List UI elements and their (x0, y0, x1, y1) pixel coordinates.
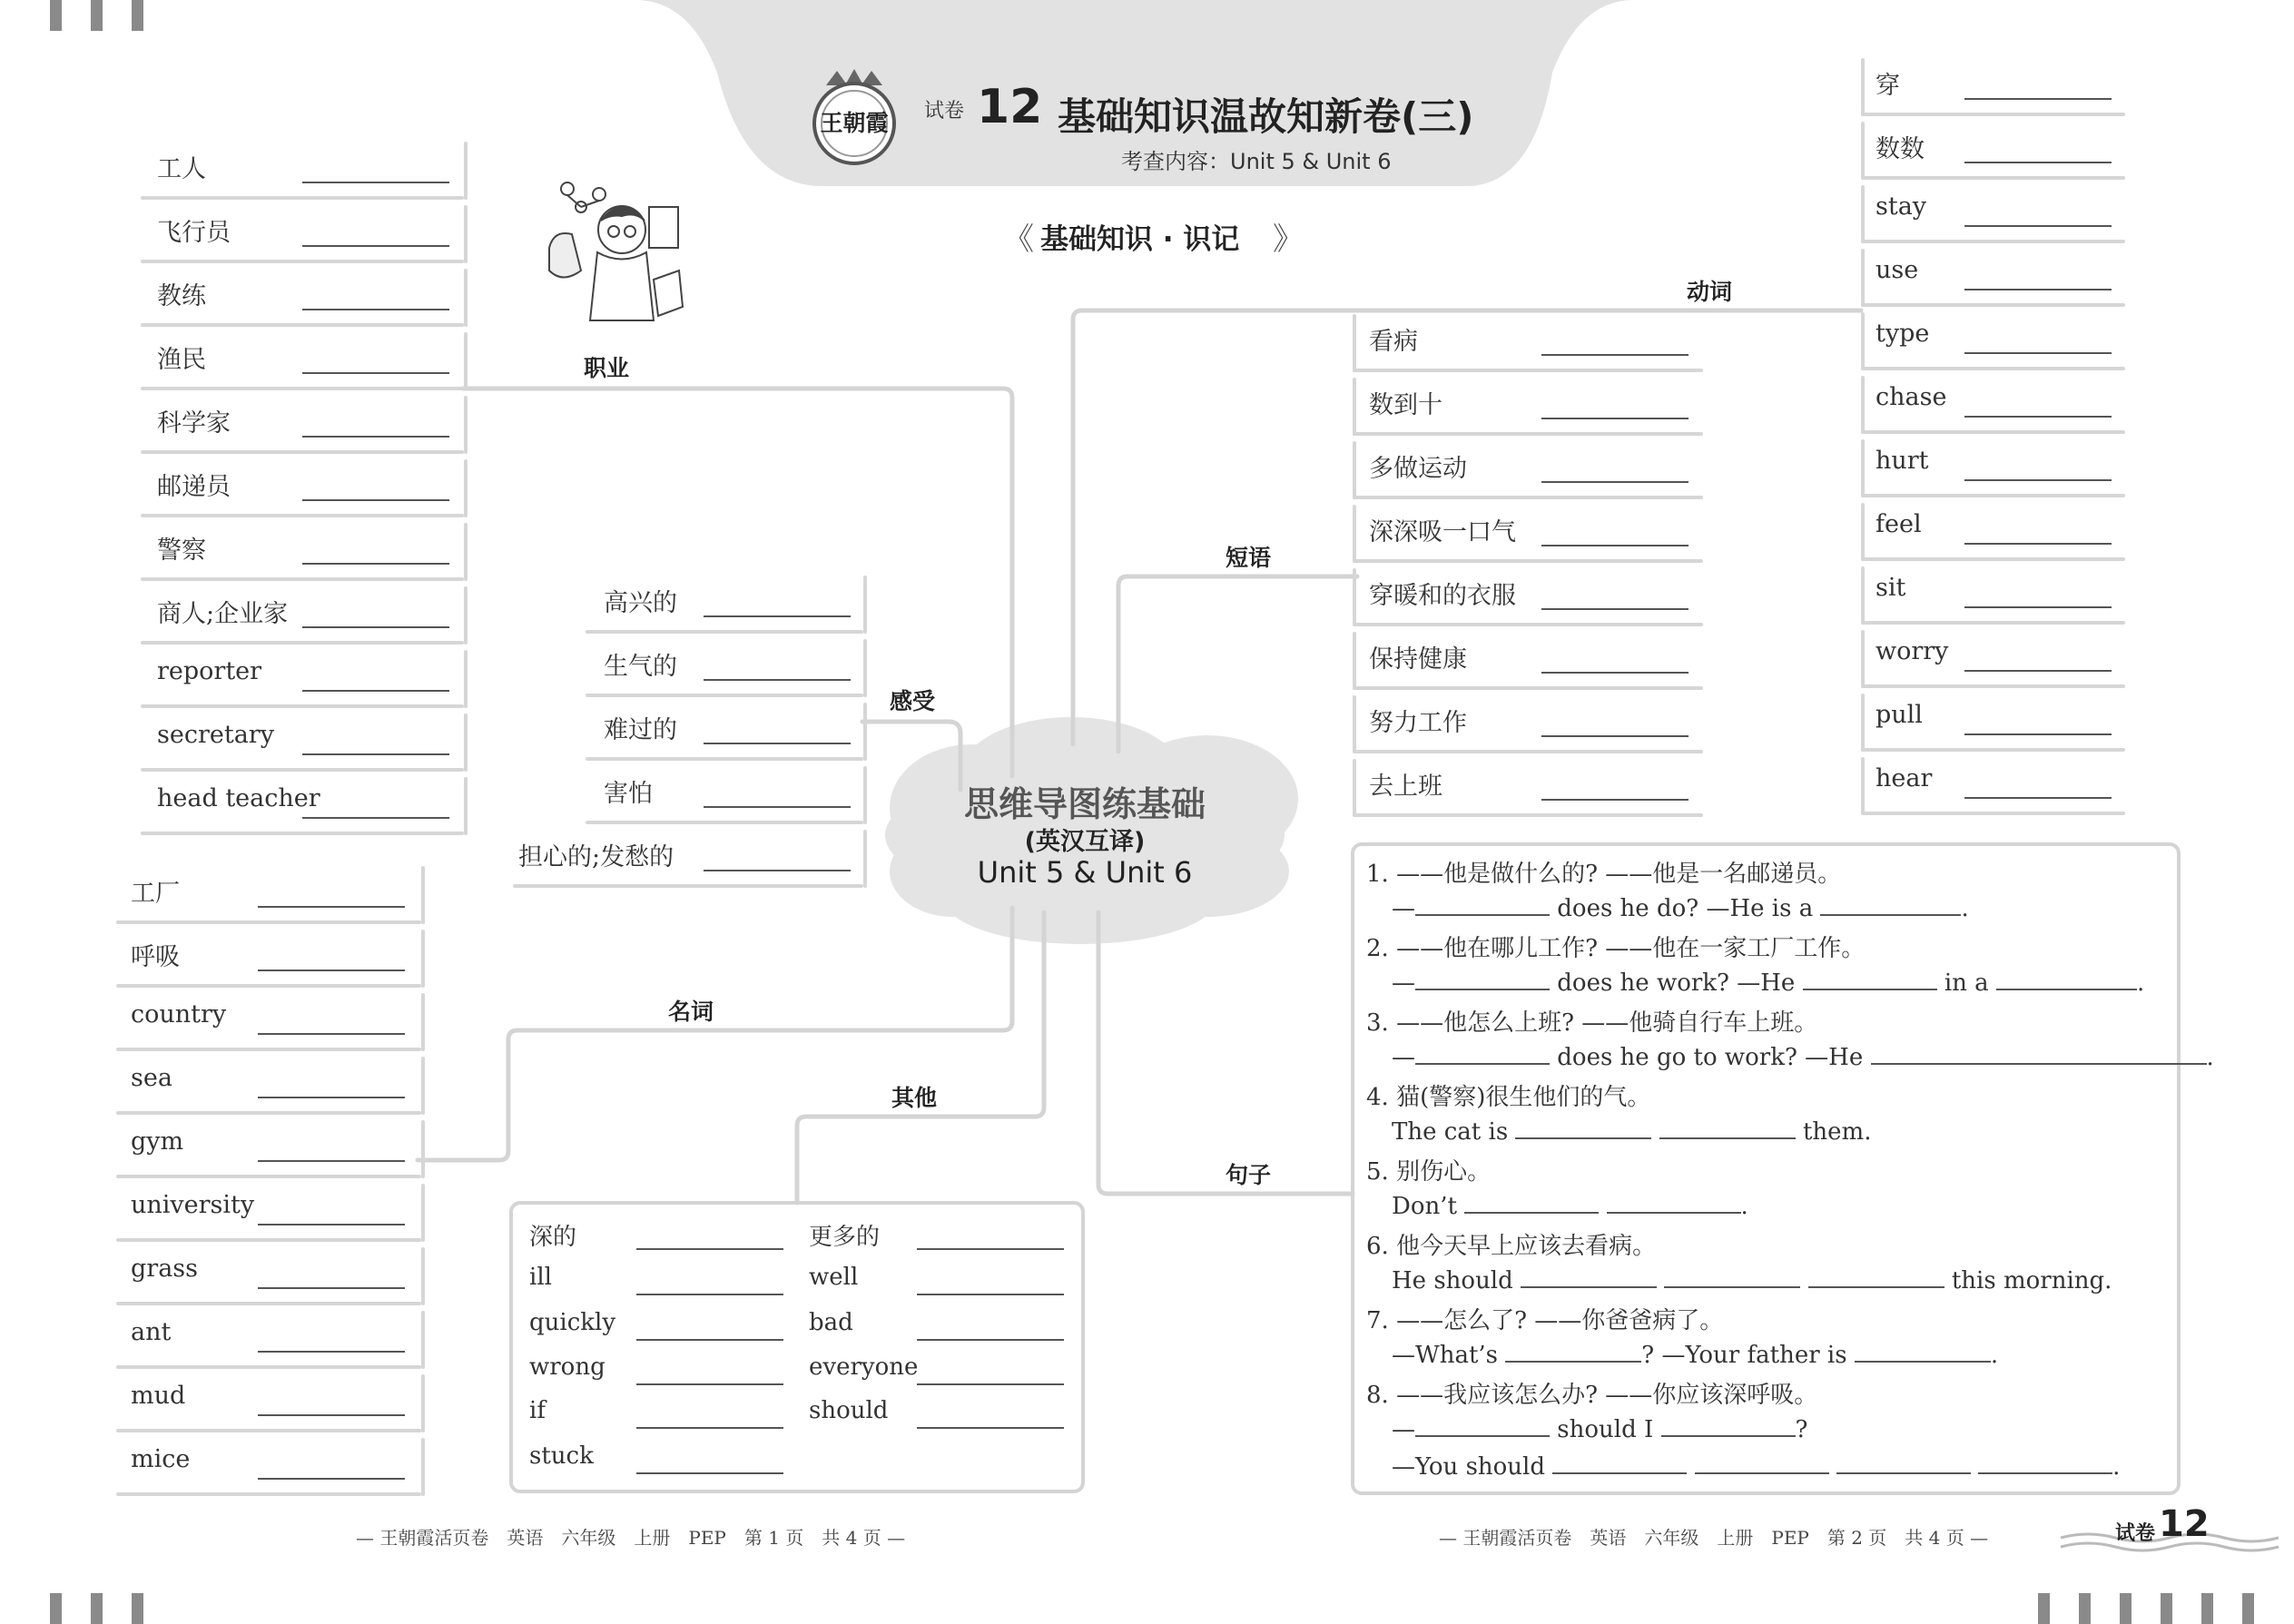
list-item (504, 761, 867, 824)
answer-blank[interactable] (1964, 289, 2112, 290)
item-label: 担心的;发愁的 (518, 843, 674, 871)
scientist-illustration (527, 180, 685, 323)
sentence-en: —What’s ? —Your father is . (1392, 1339, 1998, 1369)
item-label: pull (1876, 701, 1923, 729)
list-item (141, 327, 468, 390)
answer-blank[interactable] (1836, 1451, 1971, 1474)
answer-blank[interactable] (704, 679, 851, 681)
list-item (1861, 434, 2129, 497)
list-item (116, 1178, 425, 1242)
answer-blank[interactable] (302, 436, 449, 438)
item-label: ant (131, 1318, 172, 1346)
answer-blank[interactable] (1964, 225, 2112, 227)
item-label: 深的 (529, 1224, 577, 1251)
list-item (1861, 370, 2129, 434)
item-label: 穿 (1876, 72, 1900, 100)
answer-blank[interactable] (258, 1097, 405, 1098)
list-item (1353, 563, 1707, 626)
verbs-list (1861, 53, 2129, 824)
item-label: stuck (529, 1442, 594, 1470)
list-item (116, 988, 425, 1051)
list-item (1861, 561, 2129, 625)
item-label: 去上班 (1369, 773, 1442, 801)
answer-blank[interactable] (1803, 967, 1937, 990)
list-item (1353, 309, 1707, 372)
answer-blank[interactable] (1964, 543, 2112, 545)
item-label: sea (131, 1064, 172, 1092)
answer-blank[interactable] (302, 499, 449, 501)
list-item (116, 1432, 425, 1496)
list-item (116, 1051, 425, 1115)
item-label: everyone (809, 1353, 919, 1381)
item-label: hurt (1876, 447, 1929, 475)
sentence-en: He should this morning. (1392, 1265, 2112, 1294)
answer-blank[interactable] (1541, 735, 1689, 737)
item-label: 工人 (157, 155, 206, 183)
list-item (141, 136, 468, 200)
item-label: grass (131, 1255, 198, 1283)
phrases-list (1353, 309, 1707, 817)
list-item (1861, 752, 2129, 815)
answer-blank[interactable] (1541, 545, 1689, 546)
others-box (511, 1203, 1083, 1491)
answer-blank[interactable] (1659, 1116, 1796, 1139)
answer-blank[interactable] (302, 690, 449, 692)
corner-mark (2079, 1593, 2091, 1624)
sentence-cn: 2. ——他在哪儿工作? ——他在一家工厂工作。 (1366, 935, 1866, 962)
answer-blank[interactable] (1820, 892, 1961, 916)
item-label: 警察 (157, 536, 206, 565)
list-item (1353, 753, 1707, 817)
item-label: secretary (157, 721, 274, 749)
item-label: mud (131, 1382, 186, 1410)
branch-label-nouns: 名词 (668, 999, 714, 1025)
item-label: university (131, 1191, 255, 1219)
item-label: 看病 (1369, 328, 1418, 356)
answer-blank[interactable] (302, 817, 449, 819)
item-label: well (809, 1264, 859, 1291)
list-item (141, 645, 468, 708)
occupation-list (141, 136, 468, 844)
item-label: 工厂 (131, 880, 180, 908)
item-label: 高兴的 (604, 589, 677, 617)
item-label: 数数 (1876, 135, 1925, 163)
list-item (1861, 307, 2129, 370)
item-label: 教练 (157, 282, 206, 310)
corner-mark (2120, 1593, 2132, 1624)
answer-blank[interactable] (258, 1033, 405, 1035)
item-label: 多做运动 (1369, 455, 1467, 483)
list-item (141, 517, 468, 581)
item-label: chase (1876, 383, 1947, 411)
list-item (141, 454, 468, 517)
answer-blank[interactable] (1964, 416, 2112, 418)
center-title: 思维导图练基础 (963, 784, 1206, 824)
sentence-en: Don’t . (1392, 1190, 1748, 1220)
item-label: gym (131, 1127, 184, 1156)
answer-blank[interactable] (1552, 1451, 1687, 1474)
item-label: 难过的 (604, 716, 677, 744)
item-label: type (1876, 320, 1930, 348)
list-item (141, 581, 468, 645)
list-item (1861, 116, 2129, 180)
answer-blank[interactable] (636, 1472, 783, 1474)
corner-mark (50, 1593, 62, 1624)
answer-blank[interactable] (1415, 1413, 1550, 1437)
sentence-en: —You should . (1392, 1451, 2120, 1481)
list-item (116, 1369, 425, 1432)
branch-label-phrases: 短语 (1226, 545, 1272, 571)
list-item (116, 861, 425, 924)
answer-blank[interactable] (1871, 1041, 2207, 1065)
item-label: 飞行员 (157, 219, 231, 247)
list-item (116, 1305, 425, 1369)
answer-blank[interactable] (258, 1160, 405, 1162)
answer-blank[interactable] (917, 1427, 1064, 1429)
answer-blank[interactable] (1964, 479, 2112, 481)
corner-mark (2201, 1593, 2213, 1624)
footer-left: — 王朝霞活页卷 英语 六年级 上册 PEP 第 1 页 共 4 页 — (356, 1527, 906, 1549)
branch-label-others: 其他 (891, 1085, 938, 1111)
item-label: worry (1876, 637, 1949, 665)
list-item (504, 634, 867, 697)
footer-badge-label: 试卷 (2115, 1522, 2156, 1545)
answer-blank[interactable] (1996, 967, 2137, 990)
answer-blank[interactable] (704, 870, 851, 871)
answer-blank[interactable] (1964, 162, 2112, 163)
sentences-box (1366, 853, 2214, 1489)
item-label: if (529, 1397, 546, 1424)
corner-mark (132, 1593, 143, 1624)
item-label: 呼吸 (131, 943, 180, 971)
list-item (504, 570, 867, 634)
item-label: hear (1876, 764, 1933, 792)
item-label: quickly (529, 1309, 616, 1336)
list-item (1353, 626, 1707, 690)
list-item (1861, 625, 2129, 688)
list-item (1861, 53, 2129, 116)
item-label: country (131, 1000, 227, 1029)
publisher-logo (808, 65, 901, 167)
list-item (116, 924, 425, 988)
list-item (116, 1242, 425, 1305)
page-subtitle: 考查内容：Unit 5 & Unit 6 (1121, 149, 1392, 174)
sentence-cn: 6. 他今天早上应该去看病。 (1366, 1233, 1657, 1260)
sentence-en: — does he do? —He is a . (1392, 892, 1969, 922)
item-label: wrong (529, 1353, 605, 1381)
sentence-cn: 4. 猫(警察)很生他们的气。 (1366, 1084, 1651, 1111)
item-label: should (809, 1397, 889, 1424)
center-subtitle: (英汉互译) (1024, 828, 1146, 856)
page-title: 基础知识温故知新卷(三) (1058, 94, 1474, 139)
answer-blank[interactable] (1541, 481, 1689, 483)
answer-blank[interactable] (258, 1224, 405, 1225)
list-item (141, 708, 468, 772)
answer-blank[interactable] (1541, 418, 1689, 419)
answer-blank[interactable] (704, 615, 851, 617)
list-item (141, 200, 468, 263)
answer-blank[interactable] (302, 372, 449, 374)
list-item (1861, 243, 2129, 307)
logo-text: 王朝霞 (820, 110, 889, 136)
item-label: 更多的 (809, 1224, 881, 1251)
answer-blank[interactable] (1695, 1451, 1829, 1474)
item-label: 生气的 (604, 653, 677, 681)
item-label: 穿暖和的衣服 (1369, 582, 1516, 610)
answer-blank[interactable] (636, 1248, 783, 1250)
sentence-cn: 5. 别伤心。 (1366, 1158, 1492, 1186)
answer-blank[interactable] (1415, 892, 1550, 916)
answer-blank[interactable] (1964, 352, 2112, 354)
answer-blank[interactable] (917, 1383, 1064, 1385)
list-item (1353, 436, 1707, 499)
answer-blank[interactable] (1541, 799, 1689, 801)
answer-blank[interactable] (1661, 1413, 1796, 1437)
branch-label-occupation: 职业 (584, 355, 630, 381)
list-item (141, 263, 468, 327)
corner-mark (91, 1593, 103, 1624)
footer-right: — 王朝霞活页卷 英语 六年级 上册 PEP 第 2 页 共 4 页 — (1439, 1527, 1989, 1549)
answer-blank[interactable] (302, 245, 449, 247)
answer-blank[interactable] (258, 1414, 405, 1416)
item-label: stay (1876, 192, 1927, 221)
answer-blank[interactable] (1855, 1339, 1991, 1363)
corner-mark (50, 0, 62, 31)
answer-blank[interactable] (1964, 606, 2112, 608)
paper-number: 12 (977, 80, 1043, 134)
feelings-list (504, 570, 867, 879)
item-label: ill (529, 1264, 552, 1291)
list-item (141, 772, 468, 835)
answer-blank[interactable] (258, 1478, 405, 1480)
answer-blank[interactable] (1808, 1265, 1944, 1288)
answer-blank[interactable] (258, 906, 405, 908)
item-label: feel (1876, 510, 1922, 538)
answer-blank[interactable] (917, 1294, 1064, 1295)
answer-blank[interactable] (917, 1339, 1064, 1341)
answer-blank[interactable] (636, 1294, 783, 1295)
sentence-en: — does he work? —He in a . (1392, 967, 2144, 997)
item-label: 努力工作 (1369, 709, 1467, 737)
branch-label-feelings: 感受 (890, 688, 936, 714)
answer-blank[interactable] (302, 182, 449, 183)
answer-blank[interactable] (1521, 1265, 1657, 1288)
sentence-cn: 3. ——他怎么上班? ——他骑自行车上班。 (1366, 1009, 1818, 1037)
answer-blank[interactable] (917, 1248, 1064, 1250)
answer-blank[interactable] (302, 626, 449, 628)
item-label: bad (809, 1309, 853, 1336)
answer-blank[interactable] (1664, 1265, 1800, 1288)
item-label: sit (1876, 574, 1906, 602)
answer-blank[interactable] (302, 309, 449, 310)
list-item (1353, 372, 1707, 436)
answer-blank[interactable] (1415, 967, 1550, 990)
item-label: use (1876, 256, 1919, 284)
item-label: mice (131, 1445, 191, 1473)
item-label: 数到十 (1369, 391, 1442, 419)
list-item (1353, 690, 1707, 753)
answer-blank[interactable] (1964, 797, 2112, 799)
section-title: 基础知识 · 识记 (1040, 223, 1240, 256)
item-label: 邮递员 (157, 473, 231, 501)
answer-blank[interactable] (258, 1287, 405, 1289)
answer-blank[interactable] (1415, 1041, 1550, 1065)
sentence-cn: 8. ——我应该怎么办? ——你应该深呼吸。 (1366, 1382, 1818, 1409)
footer-badge-number: 12 (2159, 1503, 2210, 1545)
item-label: head teacher (157, 784, 320, 812)
paper-label: 试卷 (924, 100, 965, 123)
answer-blank[interactable] (1505, 1339, 1641, 1363)
corner-mark (2038, 1593, 2050, 1624)
sentence-cn: 7. ——怎么了? ——你爸爸病了。 (1366, 1307, 1724, 1334)
answer-blank[interactable] (1515, 1116, 1651, 1139)
answer-blank[interactable] (258, 1351, 405, 1353)
answer-blank[interactable] (704, 806, 851, 808)
list-item (141, 390, 468, 454)
sentence-en: The cat is them. (1392, 1116, 1871, 1146)
section-title-bracket-left: 《 (1003, 221, 1034, 258)
sentence-en: — should I ? (1392, 1413, 1807, 1443)
list-item (1353, 499, 1707, 563)
answer-blank[interactable] (1964, 670, 2112, 672)
item-label: 害怕 (604, 780, 653, 808)
item-label: reporter (157, 657, 262, 685)
list-item (116, 1115, 425, 1178)
corner-mark (2161, 1593, 2172, 1624)
answer-blank[interactable] (1464, 1190, 1599, 1214)
answer-blank[interactable] (1978, 1451, 2112, 1474)
list-item (1861, 180, 2129, 243)
section-title-bracket-right: 》 (1273, 221, 1304, 258)
answer-blank[interactable] (1964, 733, 2112, 735)
answer-blank[interactable] (636, 1383, 783, 1385)
list-item (504, 824, 867, 888)
answer-blank[interactable] (258, 969, 405, 971)
nouns-list (116, 861, 425, 1505)
answer-blank[interactable] (1541, 608, 1689, 610)
answer-blank[interactable] (1541, 672, 1689, 674)
item-label: 科学家 (157, 409, 231, 438)
corner-mark (2242, 1593, 2254, 1624)
center-units: Unit 5 & Unit 6 (977, 855, 1193, 890)
item-label: 渔民 (157, 346, 206, 374)
corner-mark (132, 0, 143, 31)
branch-label-verbs: 动词 (1687, 279, 1733, 305)
list-item (1861, 688, 2129, 752)
answer-blank[interactable] (302, 563, 449, 565)
list-item (504, 697, 867, 761)
answer-blank[interactable] (1607, 1190, 1741, 1214)
answer-blank[interactable] (1964, 98, 2112, 100)
sentence-cn: 1. ——他是做什么的? ——他是一名邮递员。 (1366, 861, 1842, 888)
list-item (1861, 497, 2129, 561)
corner-mark (91, 0, 103, 31)
answer-blank[interactable] (1541, 354, 1689, 356)
answer-blank[interactable] (636, 1427, 783, 1429)
item-label: 深深吸一口气 (1369, 518, 1516, 546)
answer-blank[interactable] (302, 753, 449, 755)
answer-blank[interactable] (704, 743, 851, 744)
branch-label-sentences: 句子 (1226, 1162, 1272, 1188)
answer-blank[interactable] (636, 1339, 783, 1341)
item-label: 商人;企业家 (157, 600, 289, 628)
item-label: 保持健康 (1369, 645, 1467, 674)
sentence-en: — does he go to work? —He . (1392, 1041, 2214, 1071)
